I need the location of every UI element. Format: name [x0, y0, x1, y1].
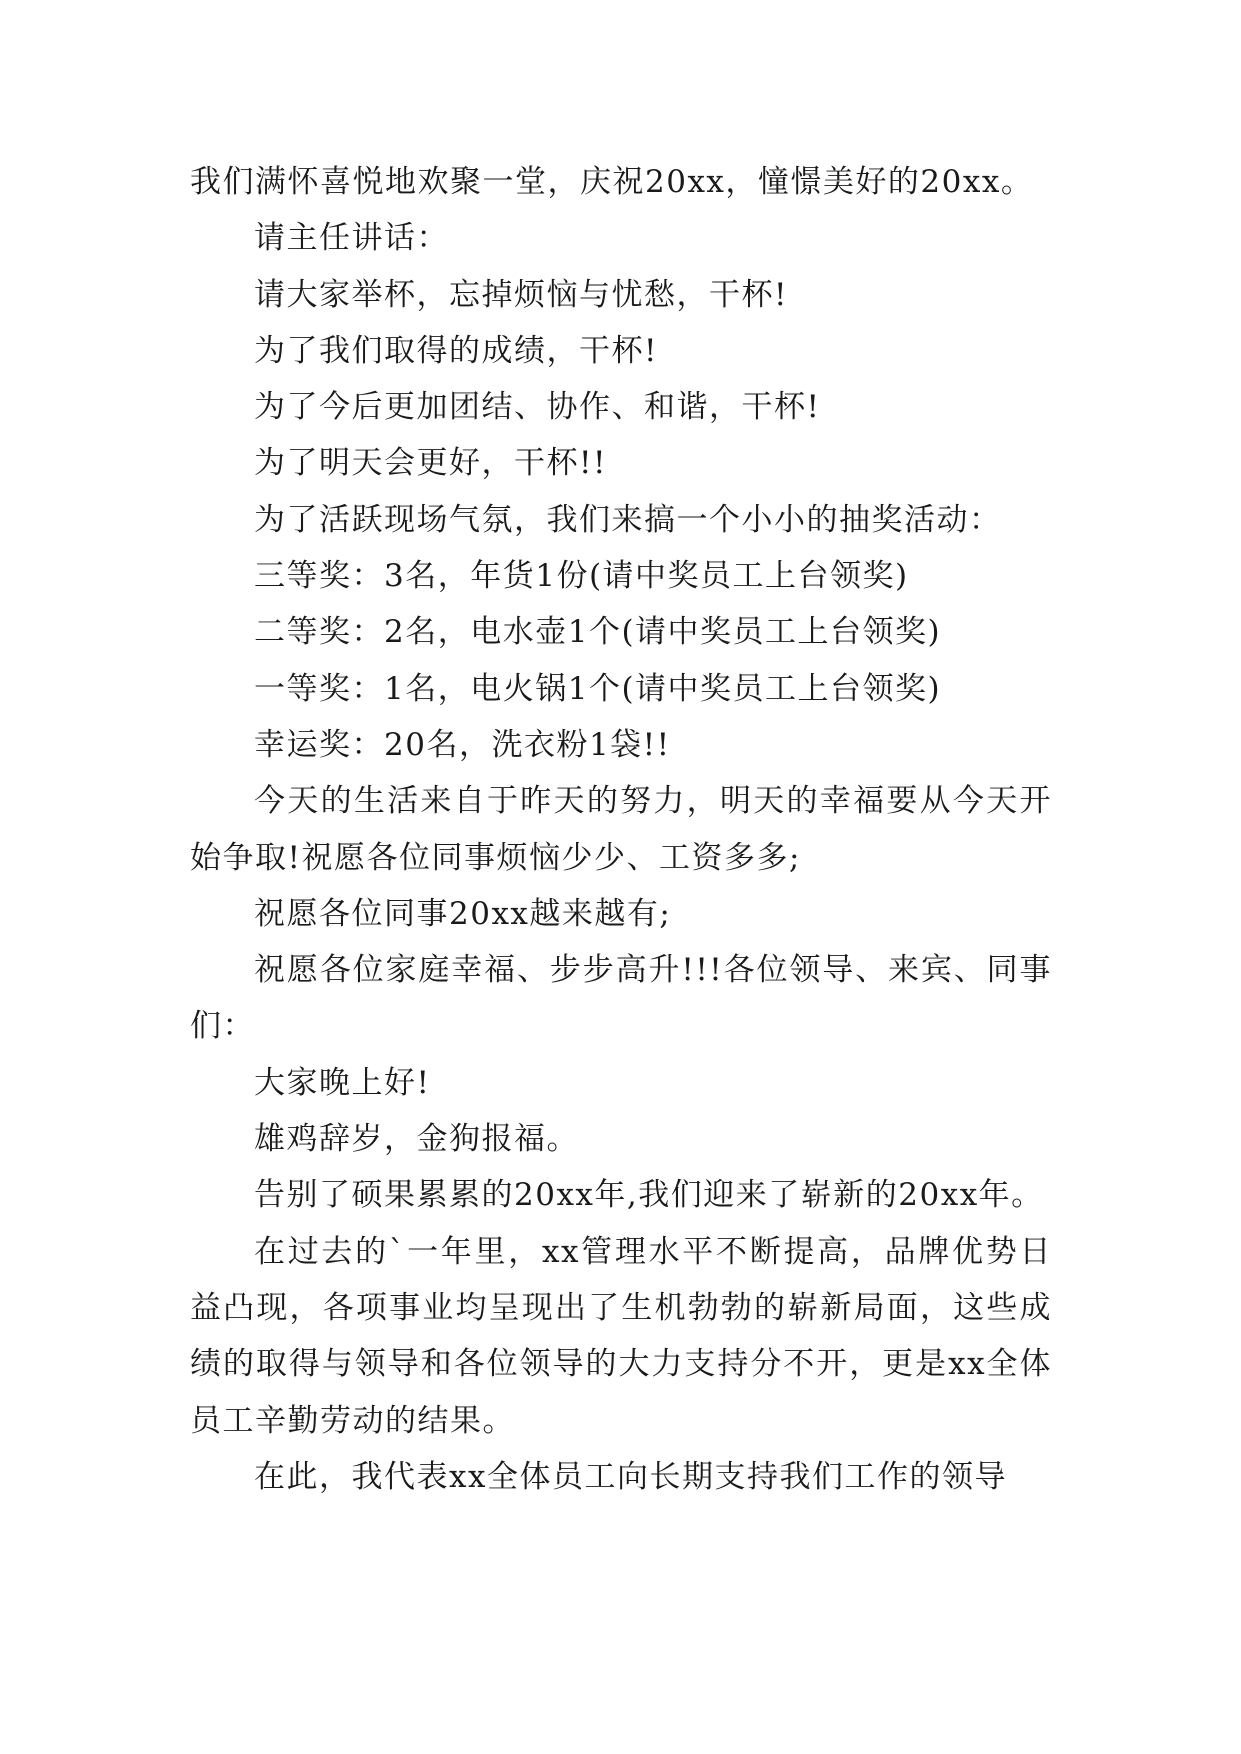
paragraph: 为了明天会更好，干杯!!	[254, 445, 607, 482]
paragraph: 请主任讲话：	[254, 220, 449, 257]
paragraph: 祝愿各位家庭幸福、步步高升!!!各位领导、来宾、同事们：	[190, 952, 1052, 1045]
paragraph: 在过去的`一年里，xx管理水平不断提高，品牌优势日益凸现，各项事业均呈现出了生机勃勃的崭新局面，这些成绩的取得与领导和各位领导的大力支持分不开，更是xx全体员工辛勤劳动的结果。	[190, 1233, 1052, 1439]
paragraph: 祝愿各位同事20xx越来越有;	[254, 895, 672, 932]
paragraph: 大家晚上好!	[254, 1064, 431, 1101]
paragraph: 请大家举杯，忘掉烦恼与忧愁，干杯!	[254, 276, 788, 313]
paragraph: 今天的生活来自于昨天的努力，明天的幸福要从今天开始争取!祝愿各位同事烦恼少少、工资多多;	[190, 783, 1052, 876]
paragraph: 二等奖：2名，电水壶1个(请中奖员工上台领奖)	[254, 614, 942, 651]
paragraph: 我们满怀喜悦地欢聚一堂，庆祝20xx，憧憬美好的20xx。	[190, 164, 1034, 200]
paragraph: 告别了硕果累累的20xx年,我们迎来了崭新的20xx年。	[254, 1177, 1044, 1214]
paragraph: 幸运奖：20名，洗衣粉1袋!!	[254, 726, 671, 763]
paragraph: 三等奖：3名，年货1份(请中奖员工上台领奖)	[254, 558, 909, 595]
paragraph: 为了活跃现场气氛，我们来搞一个小小的抽奖活动：	[254, 501, 1002, 538]
paragraph: 为了我们取得的成绩，干杯!	[254, 332, 658, 369]
paragraph: 雄鸡辞岁，金狗报福。	[254, 1121, 579, 1158]
paragraph: 在此，我代表xx全体员工向长期支持我们工作的领导	[254, 1458, 1007, 1495]
paragraph: 为了今后更加团结、协作、和谐，干杯!	[254, 389, 821, 426]
document-body	[190, 154, 1052, 1505]
paragraph: 一等奖：1名，电火锅1个(请中奖员工上台领奖)	[254, 670, 942, 707]
